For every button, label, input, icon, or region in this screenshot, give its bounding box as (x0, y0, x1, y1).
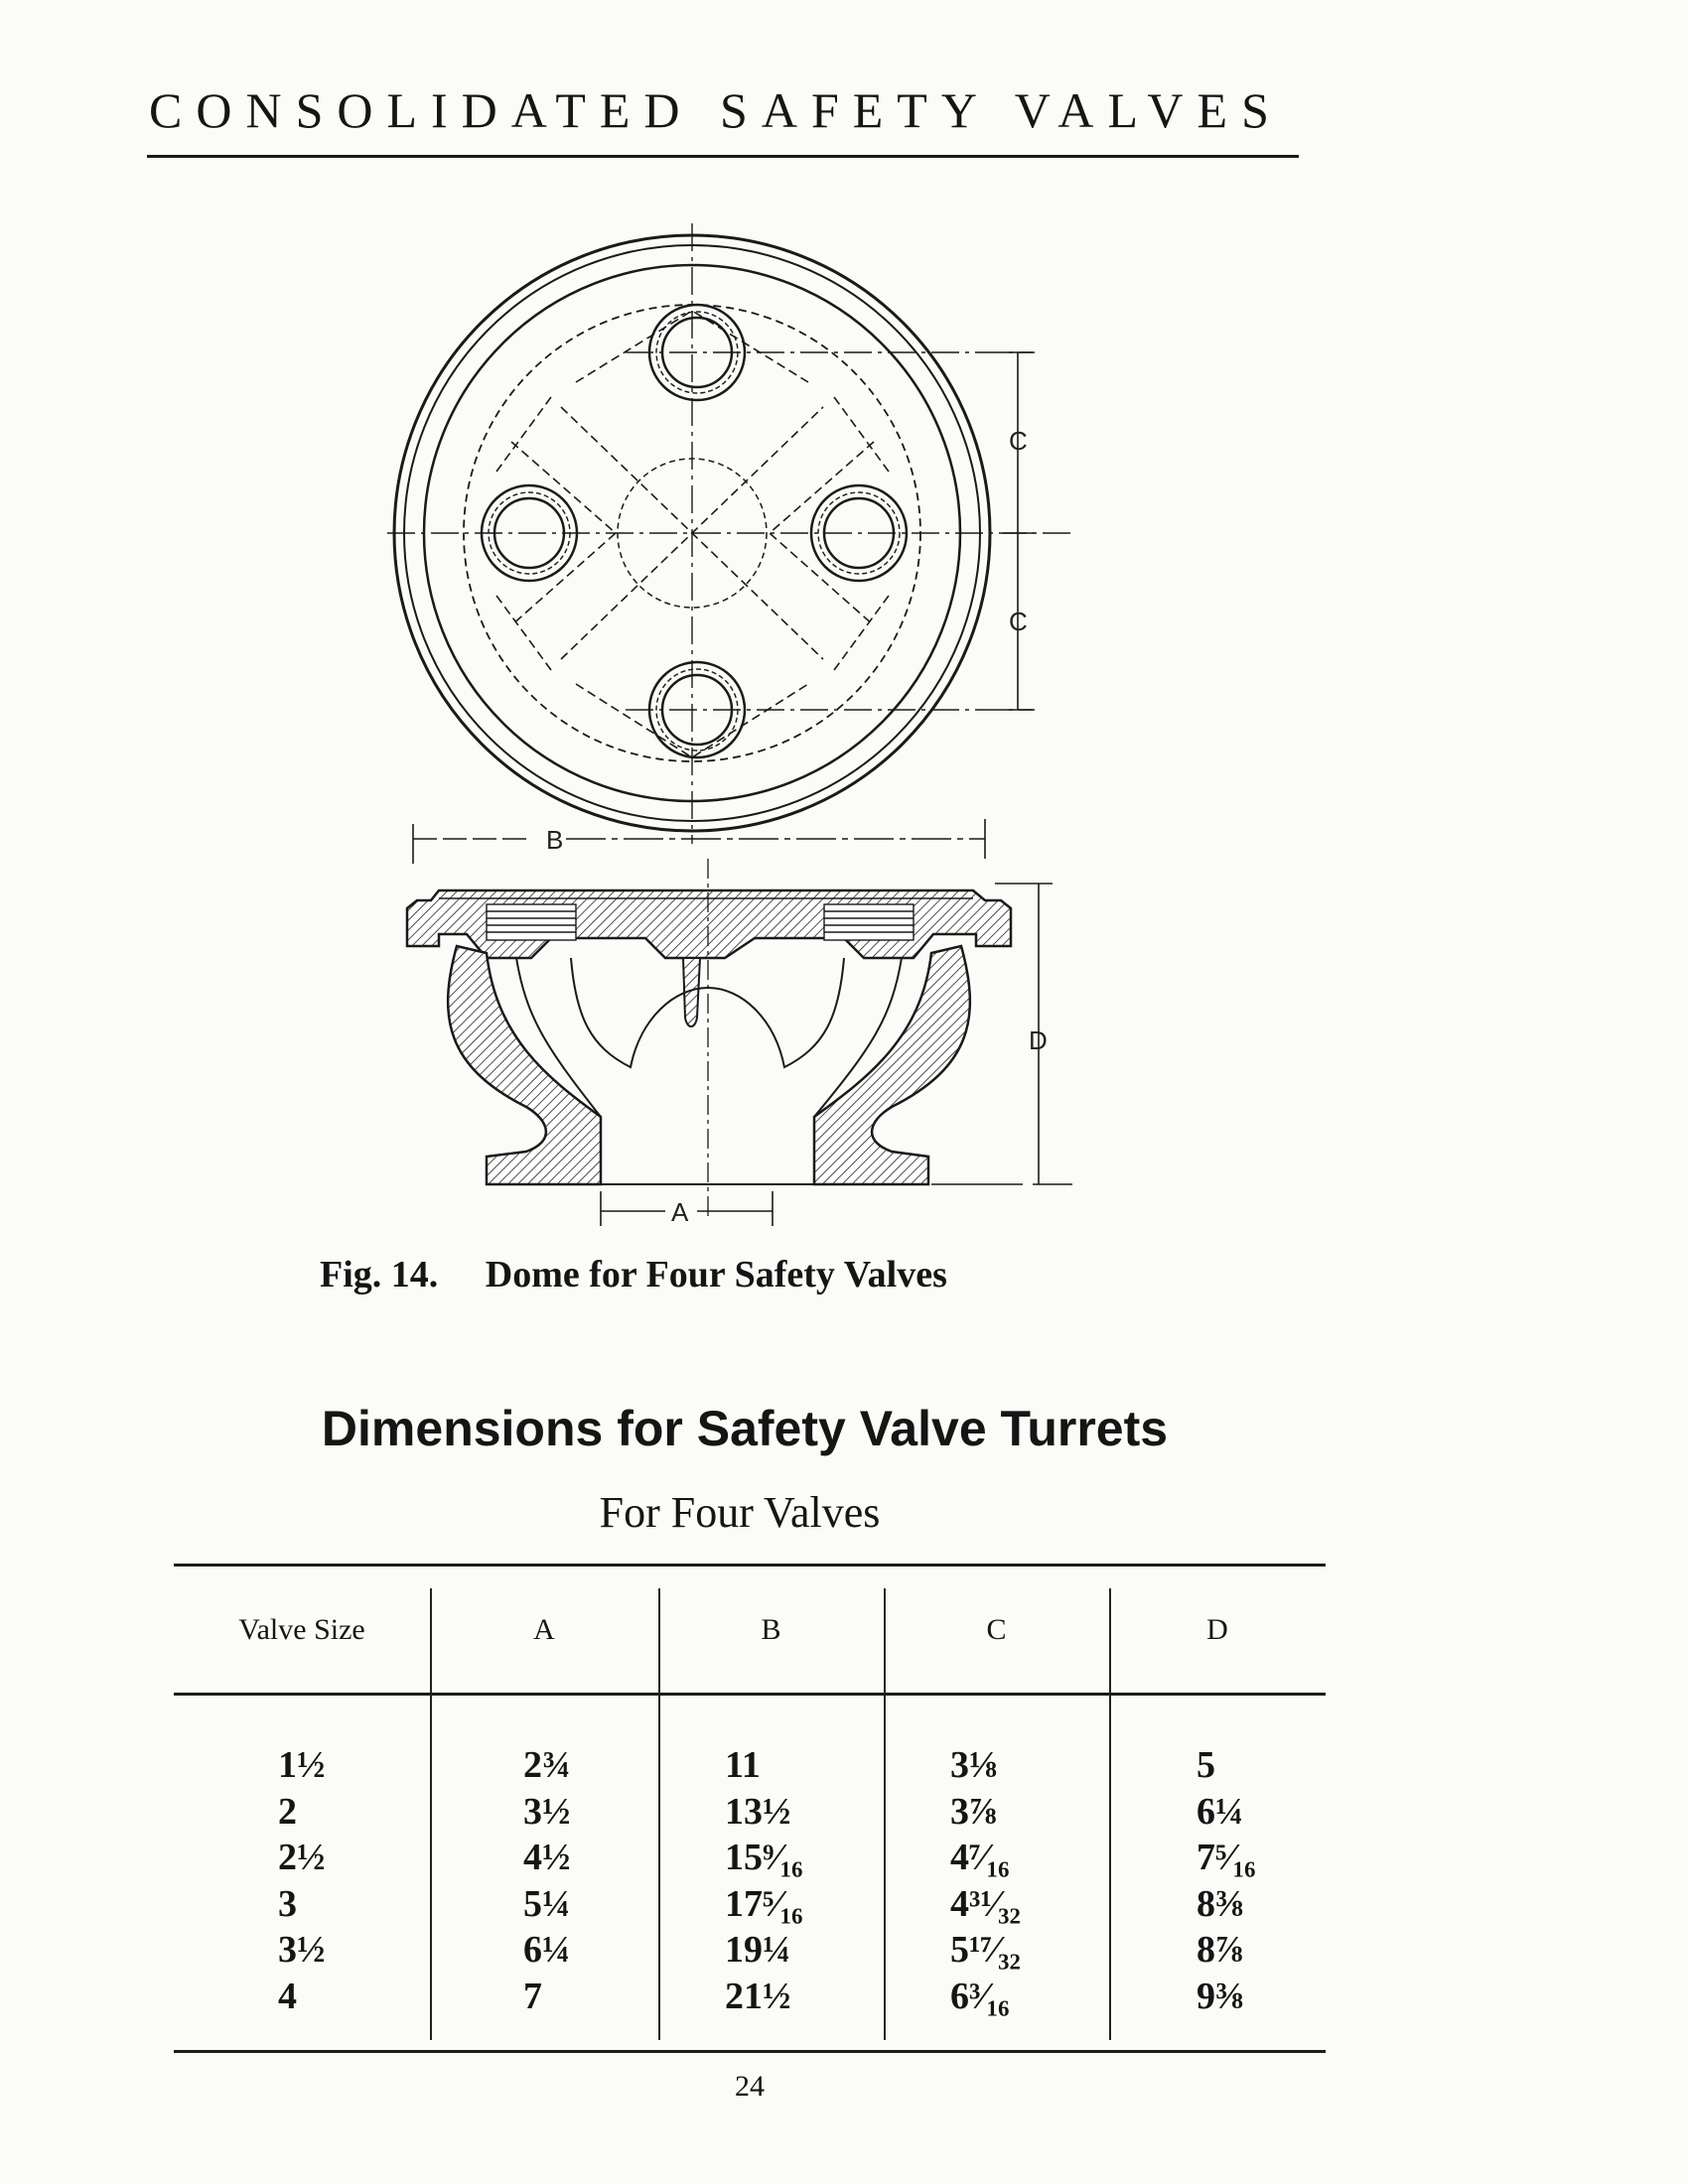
table-cell: 3½ (278, 1929, 326, 1971)
table-cell: 5 (1196, 1744, 1215, 1786)
figure-number: Fig. 14. (320, 1254, 439, 1296)
column-divider (884, 1588, 886, 2040)
table-cell: 8⅞ (1196, 1929, 1244, 1971)
column-header-c: C (986, 1613, 1007, 1646)
dimension-label-c-lower: C (1009, 607, 1028, 636)
table-cell: 3⅛ (950, 1744, 998, 1786)
table-cell: 6³⁄₁₆ (950, 1975, 1010, 2017)
running-head: CONSOLIDATED SAFETY VALVES (149, 82, 1283, 138)
table-cell: 4⁷⁄₁₆ (950, 1837, 1010, 1878)
column-valve-size (278, 1742, 326, 2019)
dome-drawing (377, 223, 1112, 1236)
table-cell: 17⁵⁄₁₆ (725, 1882, 803, 1925)
section-view (407, 819, 1072, 1226)
table-cell: 13½ (725, 1790, 791, 1833)
table-cell: 15⁹⁄₁₆ (725, 1837, 803, 1878)
column-header-d: D (1206, 1613, 1228, 1646)
page-number: 24 (735, 2070, 765, 2103)
table-cell: 3⅞ (950, 1790, 998, 1833)
column-divider (430, 1588, 432, 2040)
dimension-label-b: B (546, 825, 564, 855)
column-c (950, 1742, 1021, 2019)
table-cell: 7 (523, 1975, 542, 2017)
column-d (1196, 1742, 1256, 2019)
dimension-label-d: D (1029, 1025, 1048, 1055)
table-cell: 4³¹⁄₃₂ (950, 1882, 1021, 1925)
table-cell: 2 (278, 1790, 297, 1833)
table-cell: 5¼ (523, 1882, 571, 1925)
table-top-rule (174, 1564, 1326, 1567)
table-cell: 2¾ (523, 1744, 571, 1786)
column-divider (658, 1588, 660, 2040)
plan-view (387, 223, 1072, 844)
column-header-a: A (533, 1613, 555, 1646)
header-rule (147, 155, 1299, 158)
table-cell: 6¼ (523, 1929, 571, 1971)
table-cell: 21½ (725, 1975, 791, 2017)
figure-caption (320, 1253, 1213, 1297)
column-header-valve-size: Valve Size (238, 1613, 365, 1646)
table-title: Dimensions for Safety Valve Turrets (321, 1401, 1169, 1456)
dimension-label-c-upper: C (1009, 426, 1028, 456)
table-cell: 5¹⁷⁄₃₂ (950, 1929, 1021, 1971)
table-cell: 4½ (523, 1837, 571, 1878)
table-cell: 3 (278, 1882, 297, 1925)
table-cell: 6¼ (1196, 1790, 1244, 1833)
table-cell: 1½ (278, 1744, 326, 1786)
table-cell: 19¼ (725, 1929, 791, 1971)
column-divider (1109, 1588, 1111, 2040)
table-cell: 11 (725, 1744, 761, 1786)
table-cell: 3½ (523, 1790, 571, 1833)
figure-title: Dome for Four Safety Valves (485, 1254, 947, 1296)
table-cell: 4 (278, 1975, 297, 2017)
table-subtitle: For Four Valves (599, 1488, 881, 1537)
dimension-label-a: A (671, 1197, 689, 1227)
table-cell: 9⅜ (1196, 1975, 1244, 2017)
table-bottom-rule (174, 2050, 1326, 2053)
table-cell: 8⅜ (1196, 1882, 1244, 1925)
column-header-b: B (761, 1613, 781, 1646)
table-cell: 7⁵⁄₁₆ (1196, 1837, 1256, 1878)
dimensions-table (174, 1564, 1326, 2060)
column-b (725, 1742, 803, 2019)
table-cell: 2½ (278, 1837, 326, 1878)
table-header-rule (174, 1693, 1326, 1696)
column-a (523, 1742, 571, 2019)
